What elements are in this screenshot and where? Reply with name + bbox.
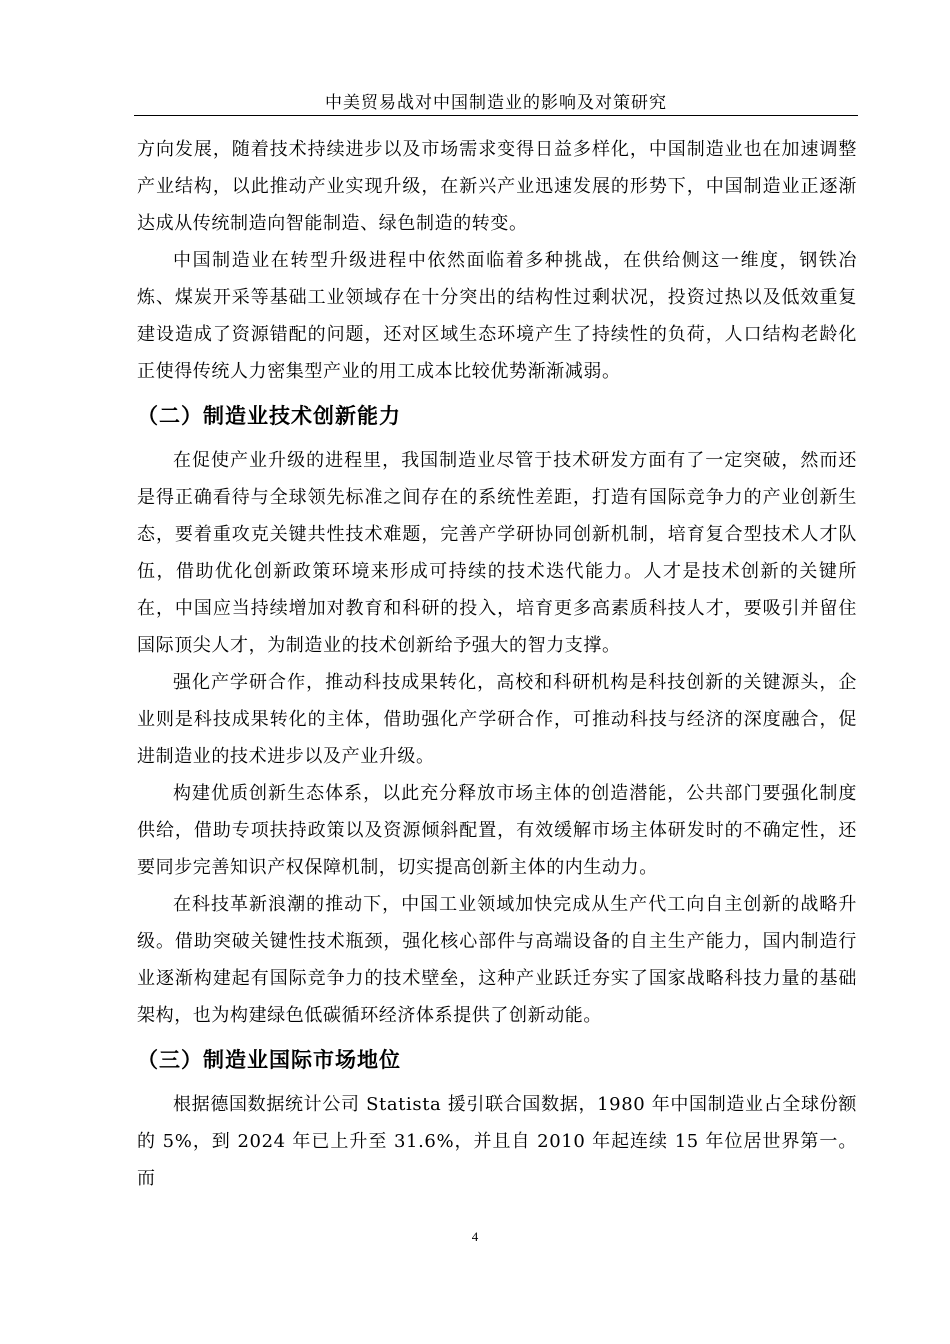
page-number: 4: [471, 1229, 479, 1244]
paragraph-continued: 方向发展，随着技术持续进步以及市场需求变得日益多样化，中国制造业也在加速调整产业结构，以此推动产业实现升级，在新兴产业迅速发展的形势下，中国制造业正逐渐达成从传统制造向智能制造、绿色制造的转变。: [137, 139, 857, 234]
section-heading-market-position: （三）制造业国际市场地位: [137, 1048, 401, 1072]
paragraph-industry-academia: 强化产学研合作，推动科技成果转化，高校和科研机构是科技创新的关键源头，企业则是科技成果转化的主体，借助强化产学研合作，可推动科技与经济的深度融合，促进制造业的技术进步以及产业升级。: [137, 672, 857, 767]
running-header: 中美贸易战对中国制造业的影响及对策研究: [325, 93, 667, 113]
paragraph-industrial-upgrade: 在科技革新浪潮的推动下，中国工业领域加快完成从生产代工向自主创新的战略升级。借助突破关键性技术瓶颈，强化核心部件与高端设备的自主生产能力，国内制造行业逐渐构建起有国际竞争力的技术壁垒，这种产业跃迁夯实了国家战略科技力量的基础架构，也为构建绿色低碳循环经济体系提供了创新动能。: [137, 894, 857, 1026]
paragraph-challenges: 中国制造业在转型升级进程中依然面临着多种挑战，在供给侧这一维度，钢铁冶炼、煤炭开采等基础工业领域存在十分突出的结构性过剩状况，投资过热以及低效重复建设造成了资源错配的问题，还对区域生态环境产生了持续性的负荷，人口结构老龄化正使得传统人力密集型产业的用工成本比较优势渐渐减弱。: [137, 250, 857, 382]
page-body: [137, 131, 857, 1197]
paragraph-global-share: 根据德国数据统计公司 Statista 援引联合国数据，1980 年中国制造业占全球份额的 5%，到 2024 年已上升至 31.6%，并且自 2010 年起连续 15 年位居世界第一。而: [137, 1094, 857, 1189]
paragraph-innovation-ecosystem: 构建优质创新生态体系，以此充分释放市场主体的创造潜能，公共部门要强化制度供给，借助专项扶持政策以及资源倾斜配置，有效缓解市场主体研发时的不确定性，还要同步完善知识产权保障机制，切实提高创新主体的内生动力。: [137, 783, 857, 878]
paragraph-tech-gap: 在促使产业升级的进程里，我国制造业尽管于技术研发方面有了一定突破，然而还是得正确看待与全球领先标准之间存在的系统性差距，打造有国际竞争力的产业创新生态，要着重攻克关键共性技术难题，完善产学研协同创新机制，培育复合型技术人才队伍，借助优化创新政策环境来形成可持续的技术迭代能力。人才是技术创新的关键所在，中国应当持续增加对教育和科研的投入，培育更多高素质科技人才，要吸引并留住国际顶尖人才，为制造业的技术创新给予强大的智力支撑。: [137, 450, 857, 656]
header-divider: [134, 115, 858, 116]
section-heading-innovation: （二）制造业技术创新能力: [137, 404, 401, 428]
